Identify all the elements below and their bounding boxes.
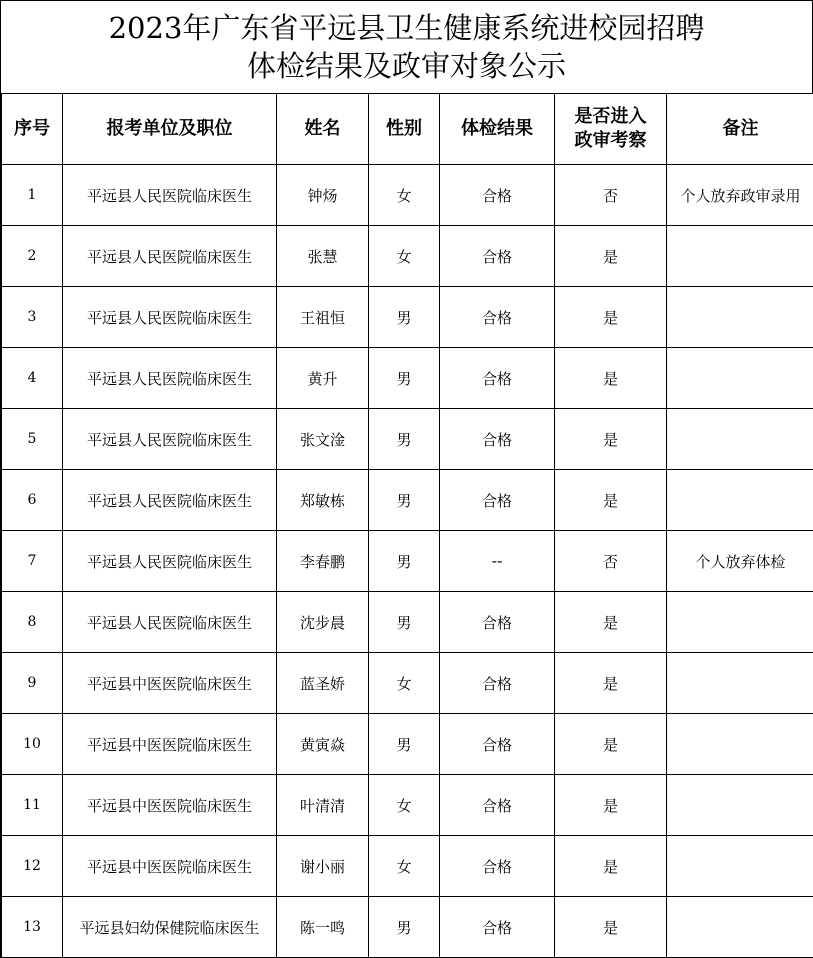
table-row [2,897,813,958]
cell-review: 是 [555,592,667,653]
header-name: 姓名 [277,94,369,165]
table-row [2,531,813,592]
cell-name: 蓝圣娇 [277,653,369,714]
cell-review: 是 [555,836,667,897]
cell-result: 合格 [440,165,555,226]
cell-index: 1 [2,165,63,226]
cell-gender: 男 [369,470,440,531]
cell-note: 个人放弃体检 [667,531,813,592]
cell-note [667,897,813,958]
cell-unit: 平远县人民医院临床医生 [63,226,277,287]
cell-review: 是 [555,348,667,409]
cell-result: 合格 [440,897,555,958]
cell-note [667,409,813,470]
cell-index: 2 [2,226,63,287]
cell-name: 郑敏栋 [277,470,369,531]
header-index: 序号 [2,94,63,165]
cell-review: 否 [555,165,667,226]
header-gender: 性别 [369,94,440,165]
cell-review: 是 [555,226,667,287]
header-row [2,94,813,165]
cell-review: 是 [555,287,667,348]
cell-index: 6 [2,470,63,531]
cell-unit: 平远县人民医院临床医生 [63,592,277,653]
cell-review: 是 [555,775,667,836]
cell-note [667,714,813,775]
table-row [2,165,813,226]
document-title [1,1,813,93]
cell-unit: 平远县人民医院临床医生 [63,287,277,348]
header-review [555,94,667,165]
table-row [2,409,813,470]
table-row [2,287,813,348]
cell-review: 是 [555,897,667,958]
cell-result: 合格 [440,287,555,348]
cell-unit: 平远县人民医院临床医生 [63,409,277,470]
header-review-line-1: 是否进入 [574,106,647,127]
cell-result: 合格 [440,409,555,470]
table-row [2,653,813,714]
cell-name: 黄升 [277,348,369,409]
header-unit: 报考单位及职位 [63,94,277,165]
cell-result: 合格 [440,775,555,836]
cell-result: 合格 [440,836,555,897]
table-row [2,775,813,836]
cell-result: 合格 [440,714,555,775]
cell-unit: 平远县人民医院临床医生 [63,531,277,592]
cell-name: 钟炀 [277,165,369,226]
cell-unit: 平远县人民医院临床医生 [63,470,277,531]
header-note: 备注 [667,94,813,165]
cell-note [667,836,813,897]
cell-gender: 男 [369,287,440,348]
cell-gender: 男 [369,531,440,592]
table-row [2,836,813,897]
cell-note [667,470,813,531]
cell-gender: 男 [369,714,440,775]
cell-index: 11 [2,775,63,836]
cell-name: 沈步晨 [277,592,369,653]
cell-unit: 平远县中医医院临床医生 [63,653,277,714]
cell-index: 5 [2,409,63,470]
cell-gender: 女 [369,653,440,714]
cell-gender: 男 [369,592,440,653]
table-row [2,470,813,531]
cell-index: 10 [2,714,63,775]
cell-note [667,287,813,348]
cell-gender: 男 [369,348,440,409]
cell-result: 合格 [440,470,555,531]
cell-unit: 平远县人民医院临床医生 [63,165,277,226]
cell-review: 是 [555,653,667,714]
cell-gender: 女 [369,226,440,287]
cell-name: 张文淦 [277,409,369,470]
cell-unit: 平远县妇幼保健院临床医生 [63,897,277,958]
cell-name: 谢小丽 [277,836,369,897]
cell-review: 是 [555,470,667,531]
cell-index: 4 [2,348,63,409]
table-row [2,714,813,775]
title-line-1: 2023年广东省平远县卫生健康系统进校园招聘 [108,11,705,45]
cell-index: 8 [2,592,63,653]
cell-note: 个人放弃政审录用 [667,165,813,226]
title-line-2: 体检结果及政审对象公示 [246,49,566,83]
cell-name: 张慧 [277,226,369,287]
cell-unit: 平远县中医医院临床医生 [63,775,277,836]
results-table [1,93,813,958]
cell-name: 陈一鸣 [277,897,369,958]
header-result: 体检结果 [440,94,555,165]
cell-name: 王祖恒 [277,287,369,348]
table-row [2,226,813,287]
cell-gender: 女 [369,165,440,226]
cell-gender: 女 [369,836,440,897]
cell-result: 合格 [440,348,555,409]
cell-result: 合格 [440,592,555,653]
cell-review: 否 [555,531,667,592]
cell-review: 是 [555,409,667,470]
cell-result: 合格 [440,653,555,714]
cell-index: 9 [2,653,63,714]
cell-gender: 男 [369,897,440,958]
cell-unit: 平远县中医医院临床医生 [63,714,277,775]
cell-result: 合格 [440,226,555,287]
cell-index: 7 [2,531,63,592]
cell-gender: 女 [369,775,440,836]
cell-note [667,592,813,653]
cell-note [667,775,813,836]
cell-index: 13 [2,897,63,958]
cell-name: 黄寅焱 [277,714,369,775]
cell-note [667,348,813,409]
cell-note [667,226,813,287]
cell-name: 李春鹏 [277,531,369,592]
header-review-line-2: 政审考察 [574,130,647,151]
cell-result: -- [440,531,555,592]
cell-review: 是 [555,714,667,775]
cell-index: 3 [2,287,63,348]
cell-name: 叶清清 [277,775,369,836]
cell-gender: 男 [369,409,440,470]
cell-unit: 平远县中医医院临床医生 [63,836,277,897]
cell-unit: 平远县人民医院临床医生 [63,348,277,409]
table-row [2,592,813,653]
table-row [2,348,813,409]
cell-note [667,653,813,714]
cell-index: 12 [2,836,63,897]
